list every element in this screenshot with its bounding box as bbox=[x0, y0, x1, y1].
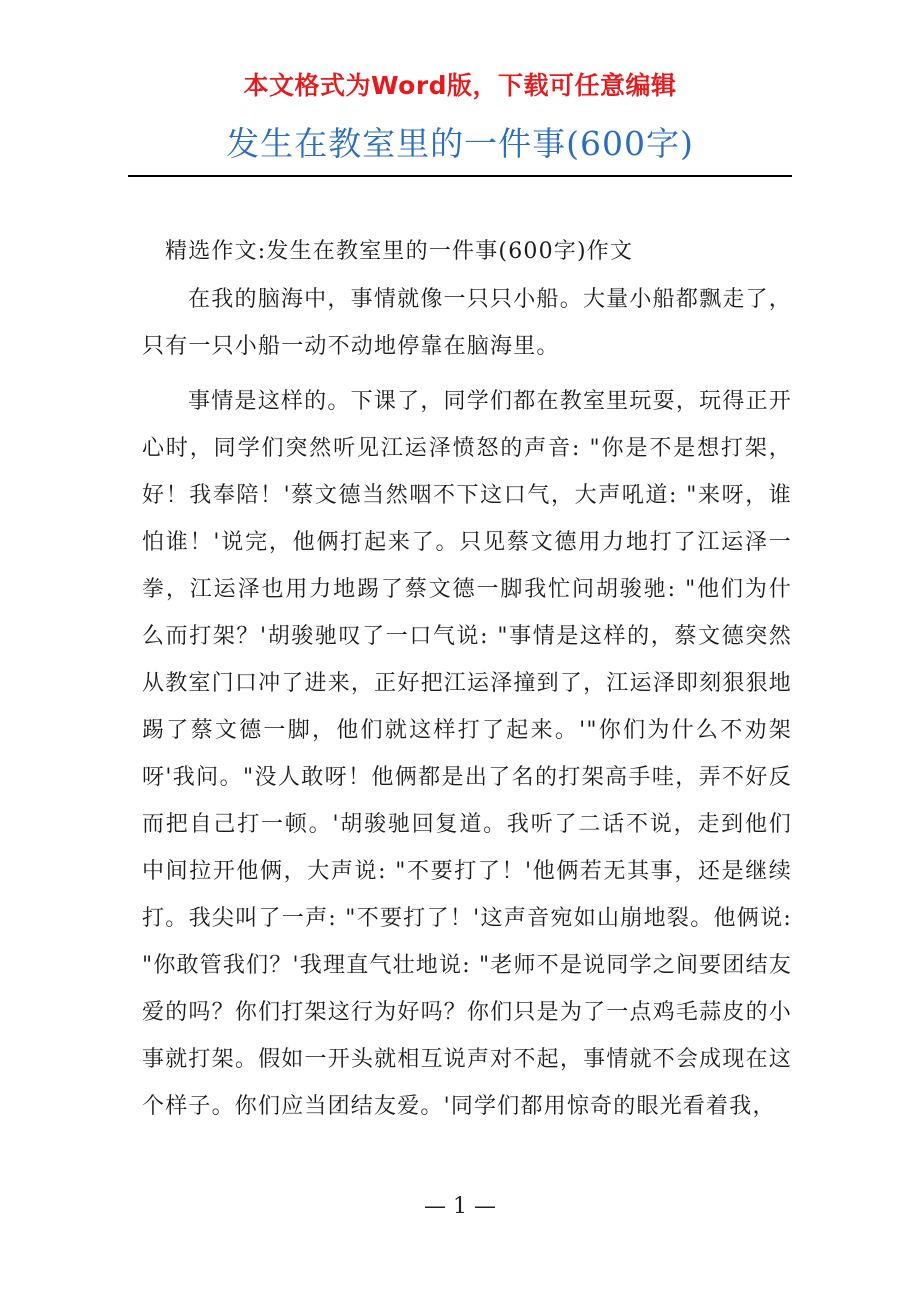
format-notice-banner: 本文格式为Word版，下载可任意编辑 bbox=[243, 71, 677, 100]
page-number: — 1 — bbox=[424, 1194, 496, 1219]
title-divider bbox=[128, 175, 792, 177]
article-subtitle: 精选作文:发生在教室里的一件事(600字)作文 bbox=[165, 239, 634, 264]
document-title: 发生在教室里的一件事(600字) bbox=[226, 124, 694, 163]
paragraph-intro: 在我的脑海中，事情就像一只只小船。大量小船都飘走了，只有一只小船一动不动地停靠在脑海里。 bbox=[142, 287, 792, 359]
paragraph-story: 事情是这样的。下课了，同学们都在教室里玩耍，玩得正开心时，同学们突然听见江运泽愤怒的声音: "你是不是想打架，好！我奉陪！'蔡文德当然咽不下这口气，大声吼道: "来呀，谁怕谁！'说完，他俩打起来了。只见蔡文德用力地打了江运泽一拳，江运泽也用力地踢了蔡文德一脚我忙问胡骏驰: "他们为什么而打架？'胡骏驰叹了一口气说: "事情是这样的，蔡文德突然从教室门口冲了进来，正好把江运泽撞到了，江运泽即刻狠狠地踢了蔡文德一脚，他们就这样打了起来。'"你们为什么不劝架呀'我问。"没人敢呀！他俩都是出了名的打架高手哇，弄不好反而把自己打一顿。'胡骏驰回复道。我听了二话不说，走到他们中间拉开他俩，大声说: "不要打了！'他俩若无其事，还是继续打。我尖叫了一声: "不要打了！'这声音宛如山崩地裂。他俩说: "你敢管我们？'我理直气壮地说: "老师不是说同学之间要团结友爱的吗？你们打架这行为好吗？你们只是为了一点鸡毛蒜皮的小事就打架。假如一开头就相互说声对不起，事情就不会成现在这个样子。你们应当团结友爱。'同学们都用惊奇的眼光看着我， bbox=[142, 389, 792, 1119]
article-body bbox=[142, 228, 792, 1130]
